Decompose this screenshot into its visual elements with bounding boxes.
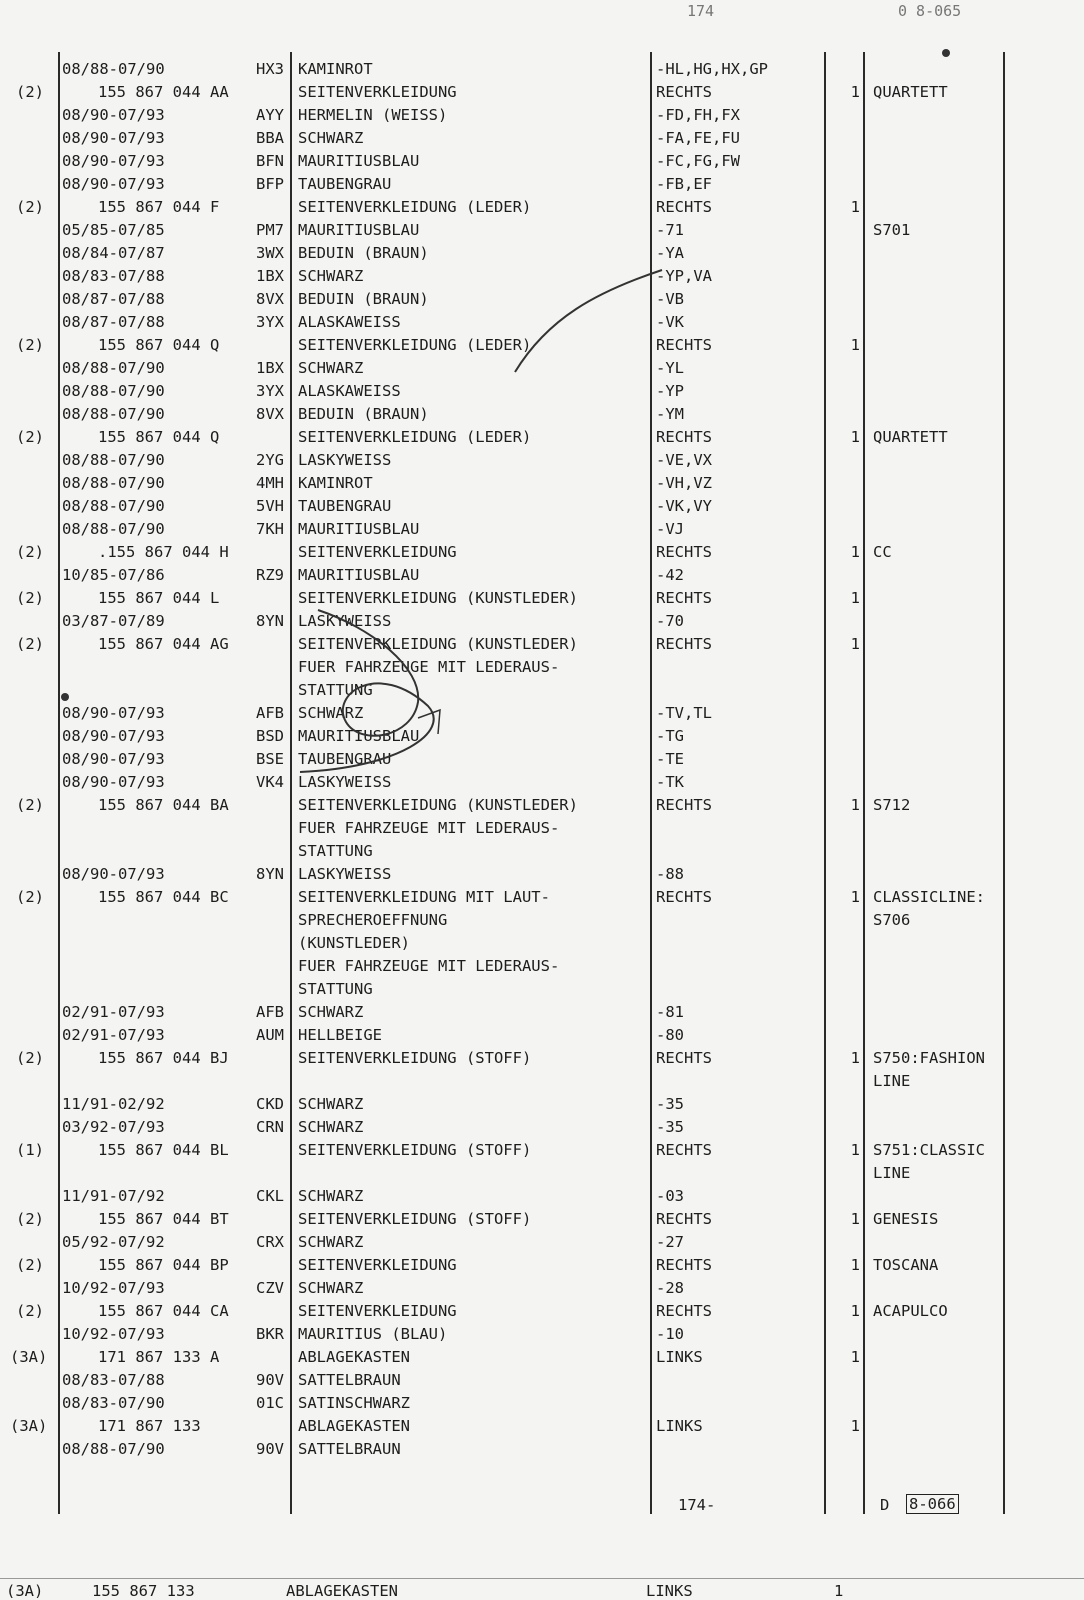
- cell-description: MAURITIUSBLAU: [298, 727, 420, 745]
- cell-quantity: 1: [850, 635, 860, 653]
- cell-callout: (3A): [10, 1348, 48, 1366]
- cell-remark: RECHTS: [656, 428, 712, 446]
- cell-date-range: 08/87-07/88: [62, 313, 165, 331]
- cell-date-range: 08/88-07/90: [62, 520, 165, 538]
- cell-description: SCHWARZ: [298, 1118, 364, 1136]
- cell-description: STATTUNG: [298, 681, 373, 699]
- cell-model: S706: [873, 911, 911, 929]
- cell-description: HERMELIN (WEISS): [298, 106, 448, 124]
- cell-description: SEITENVERKLEIDUNG: [298, 543, 457, 561]
- cell-callout: (2): [16, 428, 44, 446]
- cell-part-number: 155 867 044 BA: [98, 796, 229, 814]
- cell-color-code: RZ9: [256, 566, 284, 584]
- cell-remark: -28: [656, 1279, 684, 1297]
- cell-color-code: CKL: [256, 1187, 284, 1205]
- cell-part-number: 155 867 044 AA: [98, 83, 229, 101]
- cell-callout: (2): [16, 198, 44, 216]
- cell-description: BEDUIN (BRAUN): [298, 290, 429, 308]
- cell-date-range: 05/92-07/92: [62, 1233, 165, 1251]
- cell-color-code: BSD: [256, 727, 284, 745]
- cell-remark: -FA,FE,FU: [656, 129, 740, 147]
- cell-date-range: 08/88-07/90: [62, 359, 165, 377]
- page-number-top: 174: [687, 2, 715, 20]
- cell-description: SEITENVERKLEIDUNG (KUNSTLEDER): [298, 589, 578, 607]
- cell-color-code: BBA: [256, 129, 284, 147]
- cell-date-range: 02/91-07/93: [62, 1003, 165, 1021]
- cell-part-number: 155 867 044 Q: [98, 428, 220, 446]
- cell-description: BEDUIN (BRAUN): [298, 405, 429, 423]
- cell-remark: -YM: [656, 405, 684, 423]
- cell-callout: (2): [16, 796, 44, 814]
- cell-color-code: CRN: [256, 1118, 284, 1136]
- cell-remark: RECHTS: [656, 589, 712, 607]
- cell-description: SCHWARZ: [298, 704, 364, 722]
- cell-date-range: 08/83-07/88: [62, 1371, 165, 1389]
- cell-color-code: 90V: [256, 1371, 284, 1389]
- cell-quantity: 1: [850, 1256, 860, 1274]
- cell-description: MAURITIUSBLAU: [298, 566, 420, 584]
- cell-model: S751:CLASSIC: [873, 1141, 985, 1159]
- cell-description: ABLAGEKASTEN: [298, 1417, 410, 1435]
- cell-model: S750:FASHION: [873, 1049, 985, 1067]
- cell-date-range: 08/88-07/90: [62, 451, 165, 469]
- cell-model: LINE: [873, 1072, 911, 1090]
- cell-part-number: 155 867 044 CA: [98, 1302, 229, 1320]
- cell-date-range: 08/88-07/90: [62, 382, 165, 400]
- cell-description: SEITENVERKLEIDUNG: [298, 1302, 457, 1320]
- cell-remark: -VK,VY: [656, 497, 712, 515]
- cell-color-code: 90V: [256, 1440, 284, 1458]
- cell-date-range: 03/87-07/89: [62, 612, 165, 630]
- cell-description: SEITENVERKLEIDUNG (STOFF): [298, 1141, 532, 1159]
- cell-description: SEITENVERKLEIDUNG: [298, 1256, 457, 1274]
- cell-description: LASKYWEISS: [298, 865, 392, 883]
- cell-callout: (1): [16, 1141, 44, 1159]
- bottom-cell-partno: 155 867 133: [92, 1582, 195, 1600]
- cell-color-code: 5VH: [256, 497, 284, 515]
- cell-part-number: 155 867 044 BJ: [98, 1049, 229, 1067]
- cell-quantity: 1: [850, 888, 860, 906]
- cell-part-number: 155 867 044 BT: [98, 1210, 229, 1228]
- cell-description: SCHWARZ: [298, 1003, 364, 1021]
- cell-color-code: 8YN: [256, 612, 284, 630]
- cell-description: SCHWARZ: [298, 359, 364, 377]
- cell-remark: RECHTS: [656, 1049, 712, 1067]
- cell-description: FUER FAHRZEUGE MIT LEDERAUS-: [298, 957, 560, 975]
- cell-remark: LINKS: [656, 1348, 703, 1366]
- cell-remark: RECHTS: [656, 1256, 712, 1274]
- cell-date-range: 08/90-07/93: [62, 175, 165, 193]
- cell-callout: (2): [16, 1302, 44, 1320]
- cell-remark: -FD,FH,FX: [656, 106, 740, 124]
- cell-callout: (3A): [10, 1417, 48, 1435]
- cell-part-number: 171 867 133: [98, 1417, 201, 1435]
- cell-quantity: 1: [850, 198, 860, 216]
- cell-description: TAUBENGRAU: [298, 175, 392, 193]
- cell-description: SPRECHEROEFFNUNG: [298, 911, 448, 929]
- cell-date-range: 08/90-07/93: [62, 106, 165, 124]
- cell-remark: -VE,VX: [656, 451, 712, 469]
- cell-remark: -TG: [656, 727, 684, 745]
- cell-date-range: 08/90-07/93: [62, 152, 165, 170]
- cell-date-range: 08/90-07/93: [62, 750, 165, 768]
- cell-date-range: 08/90-07/93: [62, 865, 165, 883]
- cell-remark: -VB: [656, 290, 684, 308]
- cell-remark: -81: [656, 1003, 684, 1021]
- cell-description: MAURITIUSBLAU: [298, 520, 420, 538]
- cell-color-code: BSE: [256, 750, 284, 768]
- cell-color-code: AYY: [256, 106, 284, 124]
- cell-remark: -35: [656, 1095, 684, 1113]
- cell-description: SEITENVERKLEIDUNG (LEDER): [298, 428, 532, 446]
- cell-remark: -TK: [656, 773, 684, 791]
- cell-description: SEITENVERKLEIDUNG MIT LAUT-: [298, 888, 550, 906]
- cell-quantity: 1: [850, 1141, 860, 1159]
- cell-color-code: VK4: [256, 773, 284, 791]
- cell-remark: -TE: [656, 750, 684, 768]
- cell-description: (KUNSTLEDER): [298, 934, 410, 952]
- cell-description: SCHWARZ: [298, 1279, 364, 1297]
- cell-remark: -VJ: [656, 520, 684, 538]
- cell-remark: -FC,FG,FW: [656, 152, 740, 170]
- cell-date-range: 08/90-07/93: [62, 727, 165, 745]
- cell-description: SEITENVERKLEIDUNG (KUNSTLEDER): [298, 796, 578, 814]
- cell-remark: -YP,VA: [656, 267, 712, 285]
- cell-remark: -42: [656, 566, 684, 584]
- bottom-cell-qty: 1: [834, 1582, 844, 1600]
- cell-part-number: 171 867 133 A: [98, 1348, 220, 1366]
- cell-color-code: HX3: [256, 60, 284, 78]
- cell-remark: RECHTS: [656, 543, 712, 561]
- cell-part-number: 155 867 044 BL: [98, 1141, 229, 1159]
- cell-color-code: 3YX: [256, 382, 284, 400]
- cell-description: SCHWARZ: [298, 267, 364, 285]
- cell-model: S701: [873, 221, 911, 239]
- cell-part-number: 155 867 044 BC: [98, 888, 229, 906]
- cell-color-code: CKD: [256, 1095, 284, 1113]
- cell-remark: -YL: [656, 359, 684, 377]
- bottom-cell-desc: ABLAGEKASTEN: [286, 1582, 398, 1600]
- cell-model: CC: [873, 543, 892, 561]
- cell-date-range: 10/85-07/86: [62, 566, 165, 584]
- cell-color-code: 3YX: [256, 313, 284, 331]
- cell-model: QUARTETT: [873, 83, 948, 101]
- cell-description: MAURITIUSBLAU: [298, 221, 420, 239]
- cell-remark: RECHTS: [656, 796, 712, 814]
- cell-model: ACAPULCO: [873, 1302, 948, 1320]
- cell-description: ABLAGEKASTEN: [298, 1348, 410, 1366]
- cell-color-code: 4MH: [256, 474, 284, 492]
- reference-prefix: D: [880, 1496, 890, 1514]
- cell-color-code: 7KH: [256, 520, 284, 538]
- cell-quantity: 1: [850, 1348, 860, 1366]
- cell-remark: RECHTS: [656, 1302, 712, 1320]
- cell-date-range: 08/90-07/93: [62, 129, 165, 147]
- cell-description: SATTELBRAUN: [298, 1371, 401, 1389]
- cell-description: LASKYWEISS: [298, 773, 392, 791]
- cell-description: MAURITIUSBLAU: [298, 152, 420, 170]
- cell-date-range: 08/88-07/90: [62, 405, 165, 423]
- cell-description: MAURITIUS (BLAU): [298, 1325, 448, 1343]
- cell-callout: (2): [16, 589, 44, 607]
- cell-quantity: 1: [850, 796, 860, 814]
- cell-description: LASKYWEISS: [298, 451, 392, 469]
- cell-part-number: 155 867 044 F: [98, 198, 220, 216]
- cell-part-number: 155 867 044 AG: [98, 635, 229, 653]
- reference-top: 0 8-065: [898, 2, 962, 20]
- cell-description: HELLBEIGE: [298, 1026, 382, 1044]
- cell-remark: RECHTS: [656, 336, 712, 354]
- cell-description: SCHWARZ: [298, 129, 364, 147]
- cell-date-range: 08/90-07/93: [62, 773, 165, 791]
- cell-quantity: 1: [850, 589, 860, 607]
- cell-quantity: 1: [850, 1210, 860, 1228]
- cell-remark: RECHTS: [656, 1210, 712, 1228]
- cell-description: FUER FAHRZEUGE MIT LEDERAUS-: [298, 658, 560, 676]
- cell-part-number: 155 867 044 BP: [98, 1256, 229, 1274]
- cell-date-range: 08/90-07/93: [62, 704, 165, 722]
- bottom-cell-callout: (3A): [6, 1582, 44, 1600]
- cell-description: SCHWARZ: [298, 1095, 364, 1113]
- cell-color-code: AUM: [256, 1026, 284, 1044]
- cell-remark: -71: [656, 221, 684, 239]
- cell-remark: RECHTS: [656, 83, 712, 101]
- cell-description: SCHWARZ: [298, 1233, 364, 1251]
- cell-description: SATINSCHWARZ: [298, 1394, 410, 1412]
- cell-color-code: 2YG: [256, 451, 284, 469]
- cell-description: STATTUNG: [298, 842, 373, 860]
- cell-remark: -88: [656, 865, 684, 883]
- cell-remark: -03: [656, 1187, 684, 1205]
- cell-remark: RECHTS: [656, 635, 712, 653]
- cell-description: ALASKAWEISS: [298, 382, 401, 400]
- cell-color-code: BFN: [256, 152, 284, 170]
- cell-callout: (2): [16, 336, 44, 354]
- cell-model: GENESIS: [873, 1210, 939, 1228]
- cell-description: ALASKAWEISS: [298, 313, 401, 331]
- cell-date-range: 03/92-07/93: [62, 1118, 165, 1136]
- cell-remark: -80: [656, 1026, 684, 1044]
- cell-model: S712: [873, 796, 911, 814]
- cell-part-number: 155 867 044 L: [98, 589, 220, 607]
- cell-remark: -35: [656, 1118, 684, 1136]
- cell-date-range: 08/83-07/90: [62, 1394, 165, 1412]
- cell-callout: (2): [16, 1256, 44, 1274]
- cell-model: CLASSICLINE:: [873, 888, 985, 906]
- cell-remark: -70: [656, 612, 684, 630]
- cell-description: SEITENVERKLEIDUNG (STOFF): [298, 1049, 532, 1067]
- cell-date-range: 08/83-07/88: [62, 267, 165, 285]
- cell-remark: -YA: [656, 244, 684, 262]
- bottom-separator: [0, 1578, 1084, 1579]
- cell-date-range: 10/92-07/93: [62, 1325, 165, 1343]
- cell-description: SEITENVERKLEIDUNG (LEDER): [298, 198, 532, 216]
- cell-description: SEITENVERKLEIDUNG (STOFF): [298, 1210, 532, 1228]
- cell-date-range: 05/85-07/85: [62, 221, 165, 239]
- cell-quantity: 1: [850, 336, 860, 354]
- cell-description: STATTUNG: [298, 980, 373, 998]
- cell-part-number: .155 867 044 H: [98, 543, 229, 561]
- ink-dot: [942, 49, 950, 57]
- cell-remark: RECHTS: [656, 888, 712, 906]
- cell-description: LASKYWEISS: [298, 612, 392, 630]
- cell-remark: RECHTS: [656, 1141, 712, 1159]
- cell-remark: -HL,HG,HX,GP: [656, 60, 768, 78]
- cell-remark: -10: [656, 1325, 684, 1343]
- cell-quantity: 1: [850, 428, 860, 446]
- cell-description: KAMINROT: [298, 474, 373, 492]
- cell-description: FUER FAHRZEUGE MIT LEDERAUS-: [298, 819, 560, 837]
- cell-callout: (2): [16, 888, 44, 906]
- cell-color-code: 01C: [256, 1394, 284, 1412]
- pen-scribble-loop: [300, 610, 434, 772]
- cell-date-range: 11/91-02/92: [62, 1095, 165, 1113]
- cell-quantity: 1: [850, 1302, 860, 1320]
- cell-quantity: 1: [850, 83, 860, 101]
- cell-remark: -YP: [656, 382, 684, 400]
- cell-description: SCHWARZ: [298, 1187, 364, 1205]
- cell-color-code: 8YN: [256, 865, 284, 883]
- cell-description: SEITENVERKLEIDUNG (KUNSTLEDER): [298, 635, 578, 653]
- cell-callout: (2): [16, 1210, 44, 1228]
- cell-color-code: 8VX: [256, 290, 284, 308]
- cell-model: QUARTETT: [873, 428, 948, 446]
- cell-color-code: CZV: [256, 1279, 284, 1297]
- cell-remark: -27: [656, 1233, 684, 1251]
- cell-callout: (2): [16, 635, 44, 653]
- cell-description: SEITENVERKLEIDUNG (LEDER): [298, 336, 532, 354]
- cell-date-range: 02/91-07/93: [62, 1026, 165, 1044]
- cell-color-code: CRX: [256, 1233, 284, 1251]
- cell-callout: (2): [16, 1049, 44, 1067]
- cell-date-range: 08/88-07/90: [62, 497, 165, 515]
- cell-color-code: 1BX: [256, 267, 284, 285]
- cell-part-number: 155 867 044 Q: [98, 336, 220, 354]
- ink-dot: [61, 693, 69, 701]
- cell-remark: RECHTS: [656, 198, 712, 216]
- cell-color-code: 1BX: [256, 359, 284, 377]
- cell-color-code: BFP: [256, 175, 284, 193]
- cell-date-range: 08/84-07/87: [62, 244, 165, 262]
- cell-description: SEITENVERKLEIDUNG: [298, 83, 457, 101]
- pen-stroke: [515, 270, 662, 372]
- bottom-cell-side: LINKS: [646, 1582, 693, 1600]
- cell-remark: -TV,TL: [656, 704, 712, 722]
- cell-description: TAUBENGRAU: [298, 497, 392, 515]
- cell-model: TOSCANA: [873, 1256, 939, 1274]
- cell-color-code: BKR: [256, 1325, 284, 1343]
- cell-color-code: PM7: [256, 221, 284, 239]
- cell-date-range: 10/92-07/93: [62, 1279, 165, 1297]
- cell-quantity: 1: [850, 543, 860, 561]
- cell-description: SATTELBRAUN: [298, 1440, 401, 1458]
- cell-remark: -VK: [656, 313, 684, 331]
- cell-description: TAUBENGRAU: [298, 750, 392, 768]
- cell-date-range: 08/88-07/90: [62, 60, 165, 78]
- cell-quantity: 1: [850, 1049, 860, 1067]
- cell-callout: (2): [16, 83, 44, 101]
- cell-description: BEDUIN (BRAUN): [298, 244, 429, 262]
- cell-description: KAMINROT: [298, 60, 373, 78]
- reference-box: 8-066: [906, 1494, 959, 1514]
- cell-remark: -VH,VZ: [656, 474, 712, 492]
- cell-date-range: 08/88-07/90: [62, 474, 165, 492]
- page-number-footer: 174-: [678, 1496, 716, 1514]
- cell-quantity: 1: [850, 1417, 860, 1435]
- cell-callout: (2): [16, 543, 44, 561]
- cell-date-range: 11/91-07/92: [62, 1187, 165, 1205]
- cell-date-range: 08/87-07/88: [62, 290, 165, 308]
- cell-color-code: AFB: [256, 1003, 284, 1021]
- cell-remark: LINKS: [656, 1417, 703, 1435]
- cell-remark: -FB,EF: [656, 175, 712, 193]
- cell-color-code: AFB: [256, 704, 284, 722]
- cell-date-range: 08/88-07/90: [62, 1440, 165, 1458]
- cell-color-code: 3WX: [256, 244, 284, 262]
- cell-model: LINE: [873, 1164, 911, 1182]
- cell-color-code: 8VX: [256, 405, 284, 423]
